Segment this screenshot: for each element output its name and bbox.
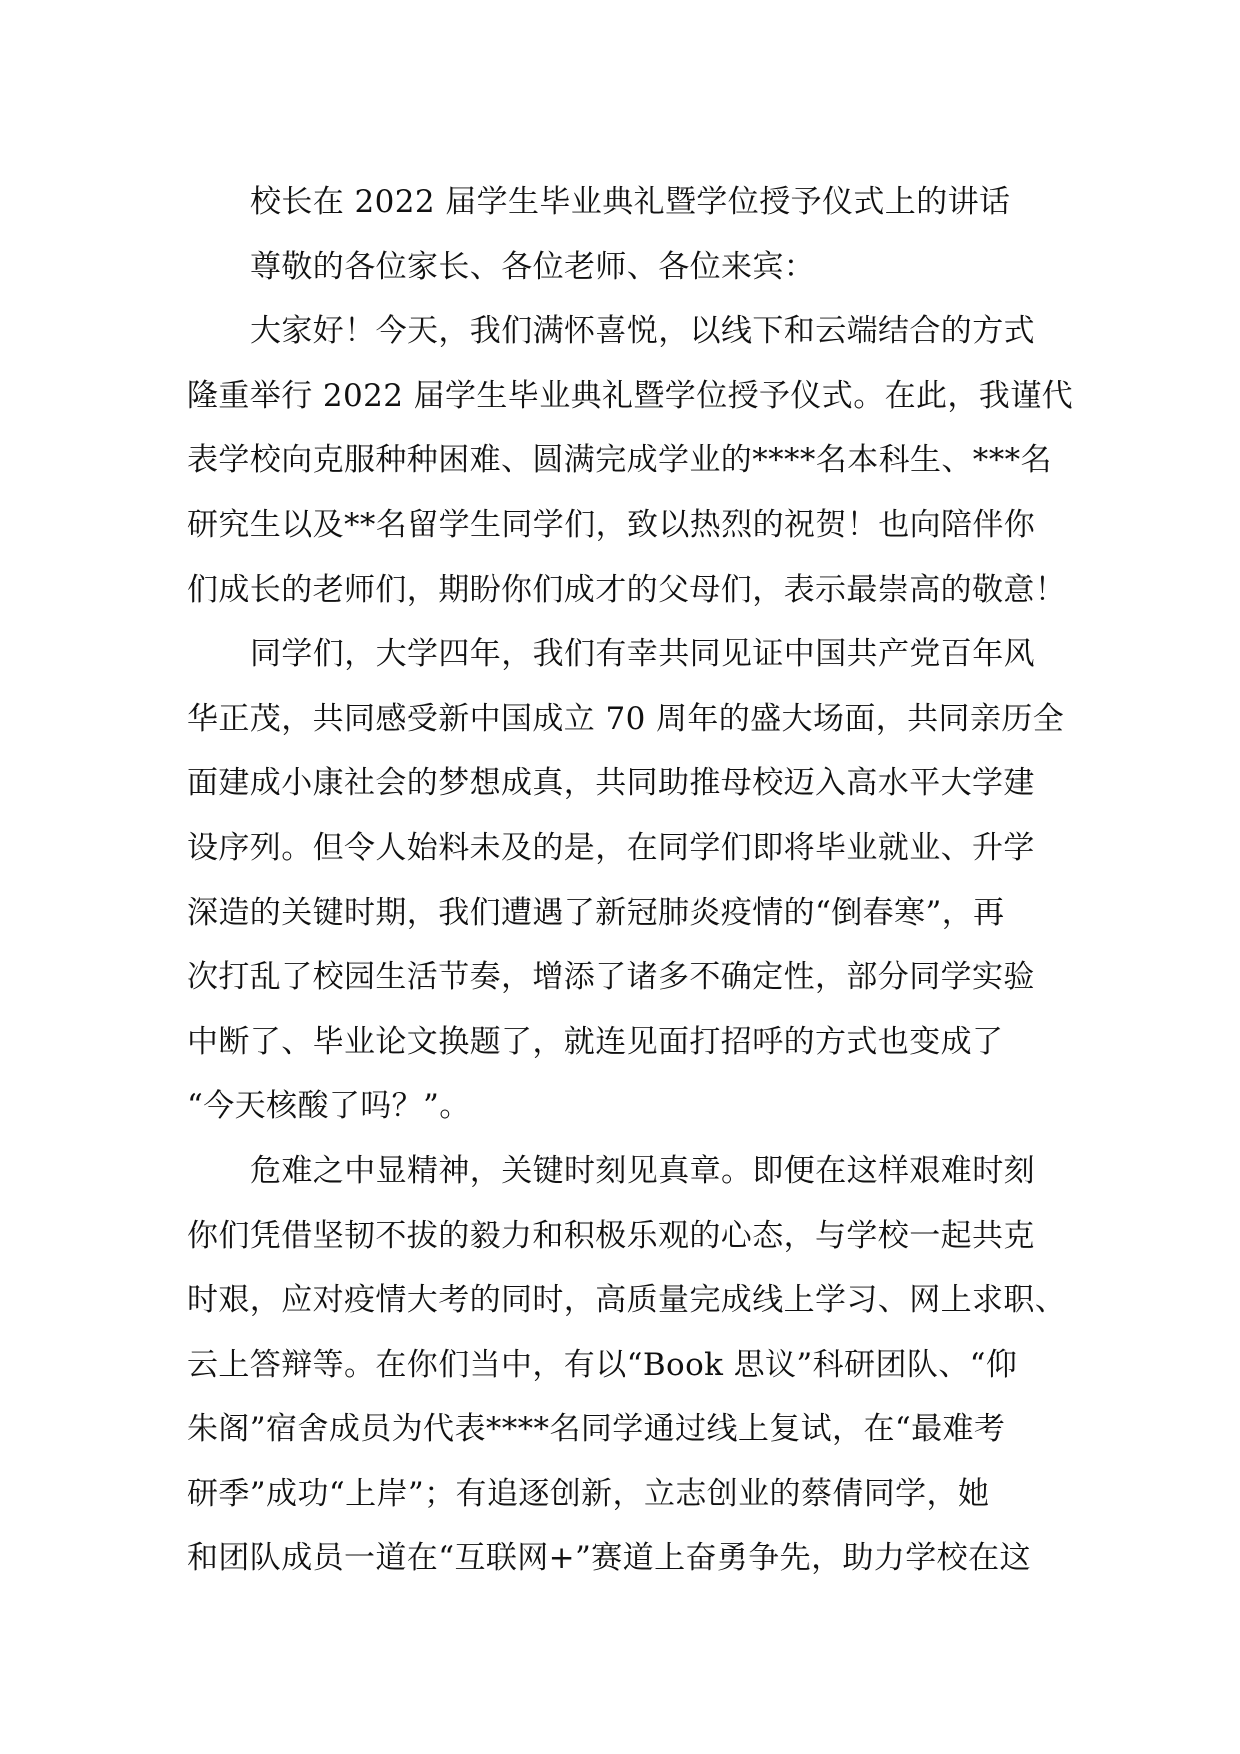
text-line: 大家好！今天，我们满怀喜悦，以线下和云端结合的方式 <box>250 313 1035 350</box>
text-line: 和团队成员一道在“互联网+”赛道上奋勇争先，助力学校在这 <box>187 1540 1031 1577</box>
text-line: 时艰，应对疫情大考的同时，高质量完成线上学习、网上求职、 <box>187 1282 1067 1319</box>
text-line: 次打乱了校园生活节奏，增添了诸多不确定性，部分同学实验 <box>187 959 1035 996</box>
text-line: 表学校向克服种种困难、圆满完成学业的****名本科生、***名 <box>187 442 1052 479</box>
paragraph-3 <box>187 1139 1067 1591</box>
text-line: 中断了、毕业论文换题了，就连见面打招呼的方式也变成了 <box>187 1023 1004 1060</box>
text-line: 华正茂，共同感受新中国成立 70 周年的盛大场面，共同亲历全 <box>187 700 1065 737</box>
text-line: 面建成小康社会的梦想成真，共同助推母校迈入高水平大学建 <box>187 765 1035 802</box>
text-line: 研季”成功“上岸”；有追逐创新，立志创业的蔡倩同学，她 <box>187 1475 990 1512</box>
text-line: 同学们，大学四年，我们有幸共同见证中国共产党百年风 <box>250 636 1035 673</box>
text-line: 朱阁”宿舍成员为代表****名同学通过线上复试，在“最难考 <box>187 1411 1006 1448</box>
text-line: 你们凭借坚韧不拔的毅力和积极乐观的心态，与学校一起共克 <box>187 1217 1035 1254</box>
salutation: 尊敬的各位家长、各位老师、各位来宾： <box>250 248 816 285</box>
paragraph-2 <box>187 622 1065 1139</box>
text-line: 危难之中显精神，关键时刻见真章。即便在这样艰难时刻 <box>250 1152 1035 1189</box>
text-line: 们成长的老师们，期盼你们成才的父母们，表示最崇高的敬意！ <box>187 571 1067 608</box>
document-title: 校长在 2022 届学生毕业典礼暨学位授予仪式上的讲话 <box>250 184 1011 220</box>
text-line: 隆重举行 2022 届学生毕业典礼暨学位授予仪式。在此，我谨代 <box>187 377 1073 414</box>
text-line: 设序列。但令人始料未及的是，在同学们即将毕业就业、升学 <box>187 829 1035 866</box>
text-line: “今天核酸了吗？”。 <box>187 1088 471 1125</box>
text-line: 深造的关键时期，我们遭遇了新冠肺炎疫情的“倒春寒”，再 <box>187 894 1005 931</box>
text-line: 云上答辩等。在你们当中，有以“Book 思议”科研团队、“仰 <box>187 1346 1018 1383</box>
speech-text <box>187 170 1073 1591</box>
paragraph-1 <box>187 299 1073 622</box>
text-line: 研究生以及**名留学生同学们，致以热烈的祝贺！也向陪伴你 <box>187 506 1036 543</box>
